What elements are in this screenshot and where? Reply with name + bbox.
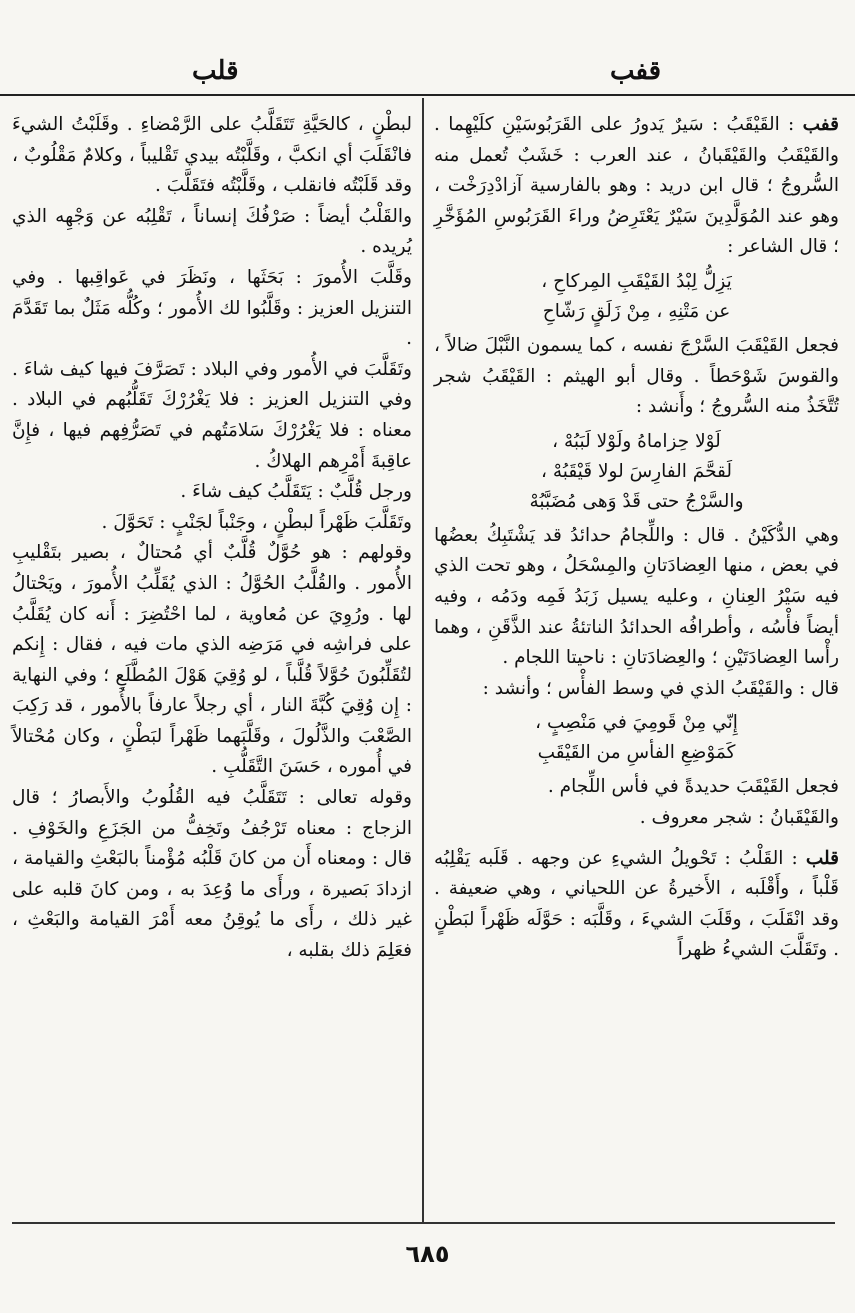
paragraph: فجعل القَيْقَبَ حديدةً في فأس اللِّجام .: [547, 776, 839, 798]
entry-qyqb: [434, 110, 839, 263]
paragraph: وتَقَلَّبَ في الأُمور وفي البلاد : تَصَرَّفَ فيها كيف شاءَ . وفي التنزيل العزيز : فلا يَغْرُرْكَ تَقَلُّبُهم في البلاد . معناه : فلا يَغْرُرْكَ سَلامَتُهم في تَصَرُّفِهم فيها ، فإِنَّ عاقِبةَ أَمْرِهم الهلاكُ .: [12, 358, 412, 472]
paragraph: وتَقَلَّبَ ظَهْراً لبطْنٍ ، وجَنْباً لجَنْبٍ : تَحَوَّلَ .: [101, 511, 412, 533]
header-right-word: قفب: [610, 56, 662, 86]
verse-line: يَزِلُّ لِبْدُ القَيْقَبِ المِركاحِ ،: [541, 270, 732, 292]
paragraph: فجعل القَيْقَبَ السَّرْجَ نفسه ، كما يسمون النَّبْلَ ضالاً ، والقوسَ شَوْحَطاً . وقال أبو الهيثم : القَيْقَبُ شجر تُتَّخَذُ منه السُّروجُ ؛ وأَنشد :: [434, 334, 839, 418]
verse-block-3: [434, 708, 839, 768]
paragraph: ورجل قُلَّبٌ : يَتَقَلَّبُ كيف شاءَ .: [180, 481, 412, 503]
verse-block-1: [434, 267, 839, 327]
entry-head-qyqb: قفب: [802, 114, 839, 135]
column-divider: [422, 98, 424, 1223]
page-number: ٦٨٥: [405, 1240, 450, 1268]
entry-gap: [434, 834, 839, 842]
paragraph: والقَلْبُ أيضاً : صَرْفُكَ إنساناً ، تَقْلِبُه عن وَجْهِه الذي يُريده .: [12, 205, 412, 258]
header-left-word: قلب: [192, 56, 239, 86]
entry-qlb: [434, 844, 839, 966]
paragraph: وقوله تعالى : تَتَقَلَّبُ فيه القُلُوبُ والأَبصارُ ؛ قال الزجاج : معناه تَرْجُفُ وتَخِفُّ من الجَزَعِ والخَوْفِ . قال : ومعناه أَن من كانَ قَلْبُه مُؤْمناً بالبَعْثِ والقيامة ، ازدادَ بَصيرة ، ورأَى ما وُعِدَ به ، ومن كانَ قلبه على غير ذلك ، رأَى ما يُوقِنُ معه أَمْرَ القيامة والبَعْثِ ، فعَلِمَ ذلك بقلبه ،: [12, 787, 412, 962]
paragraph: والقَيْقَبانُ : شجر معروف .: [639, 806, 839, 828]
verse-line: كَمَوْضِعِ الفأسِ من القَيْقَبِ: [537, 742, 736, 764]
verse-line: إِنّي مِنْ قَومِيَ في مَنْصِبٍ ،: [535, 712, 738, 734]
entry-head-qlb: قلب: [805, 847, 839, 869]
verse-line: لَوْلا حِزاماهُ ولَوْلا لَبَبُهْ ،: [552, 430, 721, 452]
paragraph: وقولهم : هو حُوَّلٌ قُلَّبٌ أي مُحتالٌ ، بصير بتَقْليبِ الأُمور . والقُلَّبُ الحُوَّلُ : الذي يُقَلِّبُ الأُمورَ ، ويَحْتالُ لها . ورُوِيَ عن مُعاوية ، لما احْتُضِرَ : أَنه كان يُقَلَّبُ على فراشِه في مَرَضِه الذي مات فيه ، فقال : إِنكم لتُقَلِّبُونَ حُوَّلاً قُلَّباً ، لو وُقِيَ هَوْلَ المُطَّلَعِ ؛ وفي النهاية : إِن وُقِيَ كُبَّةَ النار ، أي رجلاً عارفاً بالأُمور ، قد رَكِبَ الصَّعْبَ والذَّلُولَ ، وقَلَّبَهما ظَهْراً لبَطْنٍ ، وكان مُحْتالاً في أُموره ، حَسَنَ التَّقَلُّبِ .: [12, 542, 412, 778]
page-header: [0, 48, 855, 98]
verse-block-2: [434, 427, 839, 517]
paragraph: لبطْنٍ ، كالحَيَّةِ تَتَقَلَّبُ على الرَّمْضاءِ . وقَلَبْتُ الشيءَ فانْقَلَبَ أي انكبَّ ، وقَلَّبْتُه بيدي تَقْليباً ، وكلامٌ مَقْلُوبٌ ، وقد قَلَبْتُه فانقلب ، وقَلَّبْتُه فتَقَلَّبَ .: [12, 114, 412, 197]
right-column: [434, 110, 839, 966]
paragraph: وقَلَّبَ الأُمورَ : بَحَثَها ، ونَظَرَ في عَواقِبها . وفي التنزيل العزيز : وقَلَّبُوا لك الأُمور ؛ وكُلُّه مَثَلٌ بما تَقَدَّمَ .: [12, 266, 412, 350]
header-rule: [0, 94, 855, 96]
entry-text-qyqb: : القَيْقَبُ : سَيرٌ يَدورُ على القَرَبُوسَيْنِ كلَيْهِما . والقَيْقَبُ والقَيْقَبانُ ، عند العرب : خَشَبٌ تُعمل منه السُّروجُ ؛ قال ابن دريد : وهو بالفارسية آزادْدِرَخْت ، وهو عند المُوَلَّدِينَ سَيْرٌ يَعْتَرِضُ وراءَ القَرَبُوسِ المُؤَخَّرِ ؛ قال الشاعر :: [434, 114, 839, 258]
paragraph: وهي الدُّكَيْنُ . قال : واللِّجامُ حدائدُ قد يَشْتَبِكُ بعضُها في بعض ، منها العِضادَتانِ والمِسْحَلُ ، وهو تحت الذي فيه سَيْرُ العِنانِ ، وعليه يسيل زَبَدُ فَمِه ودَمُه ، وفيه أيضاً فأْسُه ، وأطرافُه الحدائدُ الناتئةُ عند الذَّقَنِ ، وهما رأْسا العِضادَتَيْنِ ؛ والعِضادَتانِ : ناحيتا اللجام .: [434, 524, 839, 669]
left-column: [12, 110, 412, 967]
verse-line: لَقحَّمَ الفارِسَ لولا قَيْقَبُهْ ،: [540, 460, 733, 482]
verse-line: عن مَتْنِهِ ، مِنْ زَلَقٍ رَشّاحِ: [542, 300, 731, 322]
entry-text-qlb: : القَلْبُ : تَحْويلُ الشيءِ عن وجهه . قَلَبه يَقْلِبُه قَلْباً ، وأَقْلَبه ، الأَخيرةُ عن اللحياني ، وهي ضعيفة . وقد انْقَلَبَ ، وقَلَبَ الشيءَ ، وقَلَّبَه : حَوَّلَه ظَهْراً لبَطْنٍ . وتَقَلَّبَ الشيءُ ظهراً: [434, 847, 839, 961]
verse-line: والسَّرْجُ حتى قَدْ وَهى مُضَبَّبُهْ: [529, 490, 744, 512]
footer-rule: [12, 1222, 835, 1224]
paragraph: قال : والقَيْقَبُ الذي في وسط الفأْس ؛ وأنشد :: [482, 677, 839, 699]
